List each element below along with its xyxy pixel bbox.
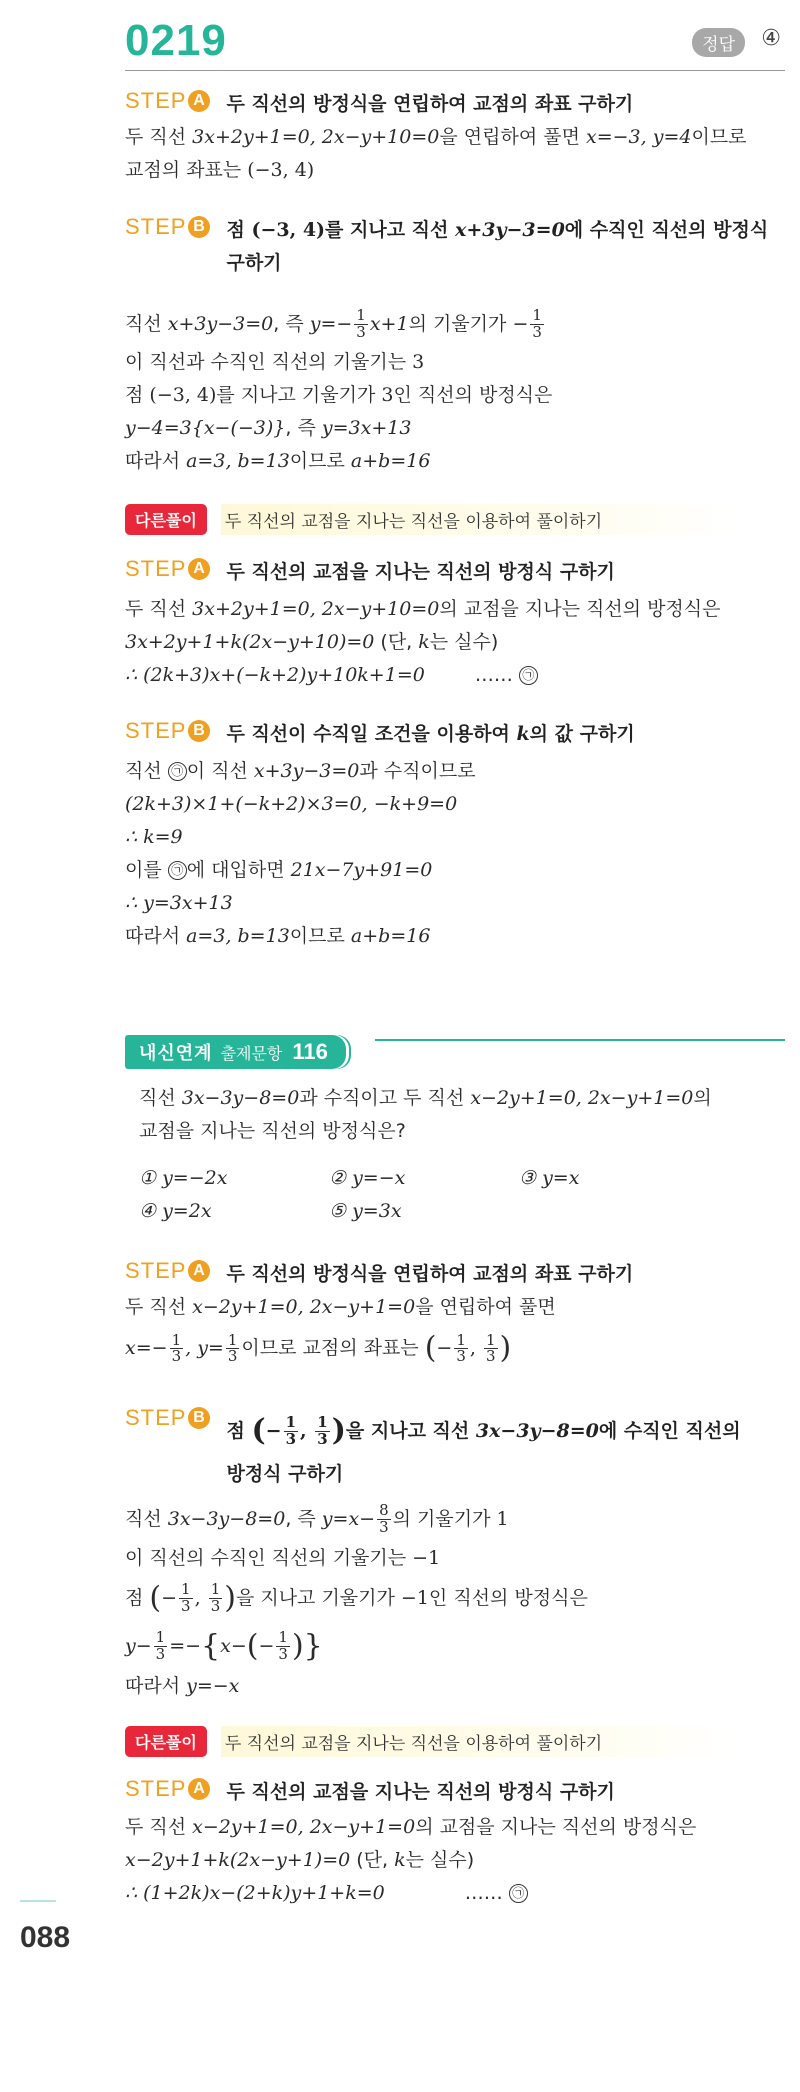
p2-alt-step-a-block	[125, 1776, 785, 1910]
step-title: 두 직선의 방정식을 연립하여 교점의 좌표 구하기	[226, 1263, 634, 1285]
step-heading	[125, 556, 785, 589]
solution-line: 점 (− $\frac{1}{3}$ , $\frac{1}{3}$ )을 지나고 기울기가 −1인 직선의 방정식은	[125, 1580, 588, 1616]
step-label: STEP B	[125, 214, 210, 240]
p2-step-b-block	[125, 1405, 785, 1491]
solution-line: ∴ y=3x+13	[125, 892, 233, 915]
step-heading	[125, 718, 785, 751]
solution-line: (2k+3)×1+(−k+2)×3=0, −k+9=0	[125, 793, 458, 816]
fraction: $\frac{1}{3}$	[317, 1413, 328, 1448]
question-line: 교점을 지나는 직선의 방정식은?	[139, 1120, 406, 1142]
solution-line: ∴ (1+2k)x−(2+k)y+1+k=0 …… ㉠	[125, 1877, 785, 1910]
step-title: 두 직선의 교점을 지나는 직선의 방정식 구하기	[226, 1781, 615, 1803]
fraction: $\frac{1}{3}$	[155, 1627, 166, 1663]
choice-3[interactable]: ③ y=x	[519, 1167, 580, 1189]
solution-line: y−4=3{x−(−3)}, 즉 y=3x+13	[125, 417, 412, 439]
problem-number: 0219	[125, 16, 227, 65]
solution-line: 이 직선과 수직인 직선의 기울기는 3	[125, 351, 425, 373]
step-label: STEP A	[125, 88, 210, 114]
linked-problem-label: 내신연계 출제문항 116	[125, 1035, 346, 1069]
alt-step-b-block	[125, 718, 785, 953]
solution-line: 두 직선 3x+2y+1=0, 2x−y+10=0을 연립하여 풀면 x=−3, y=4이므로	[125, 126, 747, 149]
fraction: $\frac{1}{3}$	[285, 1413, 297, 1448]
fraction: $\frac{1}{3}$	[532, 306, 542, 341]
step-heading	[125, 214, 785, 281]
solution-line: 3x+2y+1+k(2x−y+10)=0 (단, k는 실수)	[125, 631, 499, 654]
step-title: 두 직선이 수직일 조건을 이용하여 k의 값 구하기	[226, 723, 635, 745]
alt-badge: 다른풀이	[125, 1726, 207, 1757]
fraction: $\frac{1}{3}$	[210, 1580, 221, 1615]
solution-line: 두 직선 3x+2y+1=0, 2x−y+10=0의 교점을 지나는 직선의 방정식은	[125, 598, 721, 621]
solution-line: x−2y+1+k(2x−y+1)=0 (단, k는 실수)	[125, 1849, 475, 1872]
step-a-block	[125, 88, 785, 187]
problem-header	[125, 14, 785, 71]
step-b-block	[125, 214, 785, 281]
fraction: $\frac{1}{3}$	[485, 1330, 496, 1366]
step-heading	[125, 1405, 785, 1491]
fraction: $\frac{1}{3}$	[356, 306, 366, 341]
fraction: $\frac{8}{3}$	[379, 1501, 389, 1536]
alt-solution-banner-2	[125, 1726, 785, 1757]
linked-question	[139, 1082, 785, 1228]
step-title: 점 (−3, 4)를 지나고 직선 x+3y−3=0에 수직인 직선의 방정식 구하기	[226, 219, 769, 275]
solution-line: y− $\frac{1}{3}$ =−{x−(− $\frac{1}{3}$ )}	[125, 1627, 323, 1663]
p2-step-a-block	[125, 1258, 785, 1373]
step-title: 두 직선의 방정식을 연립하여 교점의 좌표 구하기	[226, 93, 634, 115]
solution-line: 이 직선의 수직인 직선의 기울기는 −1	[125, 1547, 441, 1569]
answer-badge: 정답	[692, 28, 745, 57]
linked-problem-bar	[125, 1035, 785, 1069]
solution-line: 따라서 a=3, b=13이므로 a+b=16	[125, 450, 431, 472]
fraction: $\frac{1}{3}$	[278, 1627, 288, 1663]
step-heading	[125, 88, 785, 121]
alt-solution-banner	[125, 504, 785, 535]
linked-problem-rule	[375, 1039, 785, 1041]
solution-line: x=− $\frac{1}{3}$ , y= $\frac{1}{3}$ 이므로 교점의 좌표는 (− $\frac{1}{3}$ , $\frac{1}{3}$ )	[125, 1330, 512, 1366]
choice-5[interactable]: ⑤ y=3x	[329, 1200, 402, 1222]
choice-4[interactable]: ④ y=2x	[139, 1200, 212, 1222]
solution-line: 이를 ㉠ 에 대입하면 21x−7y+91=0	[125, 859, 433, 882]
alt-badge: 다른풀이	[125, 504, 207, 535]
solution-line: 직선 x+3y−3=0, 즉 y=− $\frac{1}{3}$ x+1의 기울기가 − $\frac{1}{3}$	[125, 306, 542, 341]
solution-line: 따라서 y=−x	[125, 1675, 240, 1697]
fraction: $\frac{1}{3}$	[456, 1330, 466, 1366]
step-label: STEP A	[125, 1258, 210, 1284]
choice-1[interactable]: ① y=−2x	[139, 1167, 228, 1189]
solution-line: 따라서 a=3, b=13이므로 a+b=16	[125, 925, 431, 948]
fraction: $\frac{1}{3}$	[227, 1330, 238, 1366]
step-label: STEP B	[125, 718, 210, 744]
step-title: 두 직선의 교점을 지나는 직선의 방정식 구하기	[226, 561, 615, 583]
fraction: $\frac{1}{3}$	[181, 1580, 191, 1615]
step-label: STEP B	[125, 1405, 210, 1431]
fraction: $\frac{1}{3}$	[171, 1330, 182, 1366]
p2-step-b-body	[125, 1496, 785, 1703]
solution-line: 점 (−3, 4)를 지나고 기울기가 3인 직선의 방정식은	[125, 384, 553, 406]
alt-step-a-block	[125, 556, 785, 692]
solution-line: ∴ (2k+3)x+(−k+2)y+10k+1=0 …… ㉠	[125, 659, 785, 692]
step-b-body	[125, 302, 785, 478]
solution-line: 직선 ㉠ 이 직선 x+3y−3=0과 수직이므로	[125, 760, 476, 783]
choice-2[interactable]: ② y=−x	[329, 1167, 406, 1189]
question-line: 직선 3x−3y−8=0과 수직이고 두 직선 x−2y+1=0, 2x−y+1=0의	[139, 1087, 712, 1109]
step-heading	[125, 1258, 785, 1291]
solution-line: 직선 3x−3y−8=0, 즉 y=x− $\frac{8}{3}$ 의 기울기가 1	[125, 1501, 509, 1536]
solution-line: 두 직선 x−2y+1=0, 2x−y+1=0을 연립하여 풀면	[125, 1296, 556, 1319]
alt-title: 두 직선의 교점을 지나는 직선을 이용하여 풀이하기	[221, 1726, 742, 1757]
step-label: STEP A	[125, 556, 210, 582]
page-number: 088	[20, 1921, 71, 1954]
step-label: STEP A	[125, 1776, 210, 1802]
step-heading	[125, 1776, 785, 1809]
answer-choices	[139, 1162, 785, 1228]
alt-title: 두 직선의 교점을 지나는 직선을 이용하여 풀이하기	[221, 504, 742, 535]
answer-value: ④	[761, 26, 781, 51]
solution-line: 교점의 좌표는 (−3, 4)	[125, 159, 315, 182]
step-title: 점 (− $\frac{1}{3}$ , $\frac{1}{3}$ )을 지나고 직선 3x−3y−8=0에 수직인 직선의 방정식 구하기	[226, 1413, 741, 1485]
page-number-rule	[20, 1900, 56, 1902]
solution-line: 두 직선 x−2y+1=0, 2x−y+1=0의 교점을 지나는 직선의 방정식은	[125, 1816, 697, 1839]
solution-line: ∴ k=9	[125, 826, 183, 849]
